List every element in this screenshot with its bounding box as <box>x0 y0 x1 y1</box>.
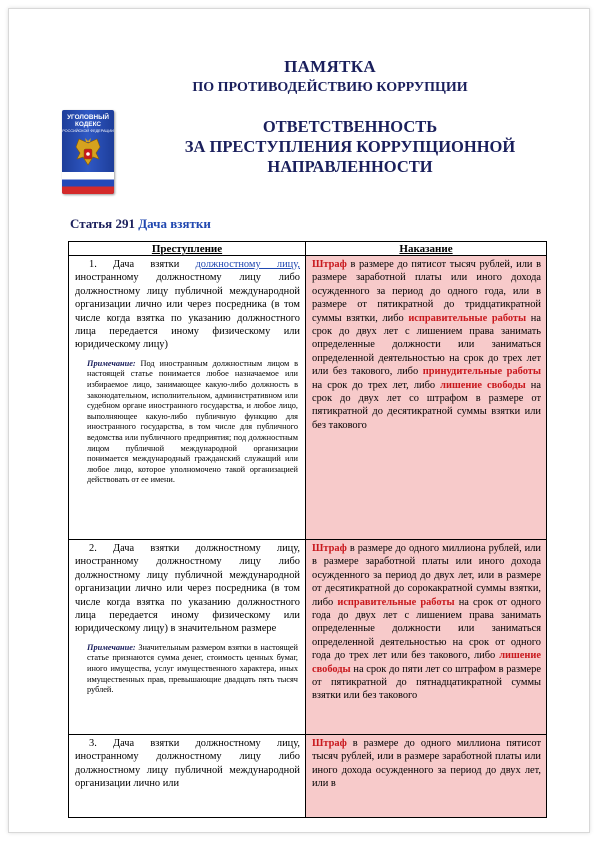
crime-punishment-table <box>68 241 547 818</box>
article-title <box>70 216 211 232</box>
table-row <box>69 256 547 540</box>
criminal-code-book-image: УГОЛОВНЫЙ КОДЕКС РОССИЙСКОЙ ФЕДЕРАЦИИ <box>62 110 114 194</box>
page-title: ПАМЯТКА <box>284 57 376 76</box>
table-row <box>69 540 547 735</box>
note: Примечание: Значительным размером взятки в настоящей статье признаются сумма денег, стоимость ценных бумаг, иного имущества, услуг имущественного характера, иных имущественных прав, превышающие двадцать пять тысяч рублей. <box>87 642 298 695</box>
section-heading: ОТВЕТСТВЕННОСТЬ ЗА ПРЕСТУПЛЕНИЯ КОРРУПЦИОННОЙ НАПРАВЛЕННОСТИ <box>184 117 516 176</box>
punishment-cell: Штраф в размере до одного миллиона рублей, или в размере заработной платы или иного дохода осужденного за период до двух лет, или в размере от десятикратной до сорокакратной суммы взятки, либо исправительные работы на срок от одного года до двух лет с лишением права занимать определенные должности или заниматься определенной деятельностью на срок от одного года до трех лет или без такового, либо лишение свободы на срок до пяти лет со штрафом в размере от пятикратной до пятнадцатикратной суммы взятки или без такового <box>306 540 547 735</box>
article-number: Статья 291 <box>70 216 135 231</box>
coat-of-arms-icon <box>73 137 103 173</box>
note: Примечание: Под иностранным должностным лицом в настоящей статье понимается любое назначаемое или избираемое лицо, занимающее какую-либо должность в законодательном, исполнительном, административном или судебном органе иностранного государства, и любое лицо, выполняющее какую-либо публичную функцию для иностранного государства, в том числе для публичного ведомства или публичного предприятия; под должностным лицом публичной международной организации понимается международный гражданский служащий или любое лицо, которое уполномочено такой организацией действовать от ее имени. <box>87 358 298 485</box>
crime-cell: 1. Дача взятки должностному лицу, иностранному должностному лицу либо должностному лицу публичной международной организации лично или через посредника (в том числе когда взятка по указанию должностного лица передается иному физическому или юридическому лицу) Примечание: Под иностранным должностным лицом в настоящей статье понимается любое назначаемое или избираемое лицо, занимающее какую-либо должность в законодательном, исполнительном, административном или судебном органе иностранного государства, и любое лицо, выполняющее какую-либо публичную функцию для иностранного государства, в том числе для публичного ведомства или публичного предприятия; под должностным лицом публичной международной организации понимается международный гражданский служащий или любое лицо, которое уполномочено такой организацией действовать от ее имени. <box>69 256 306 540</box>
punishment-cell: Штраф в размере до пятисот тысяч рублей, или в размере заработной платы или иного дохода осужденного за период до одного года, или в размере от пятикратной до тридцатикратной суммы взятки, либо исправительные работы на срок до двух лет с лишением права занимать определенные должности или заниматься определенной деятельностью на срок до трех лет или без такового, либо принудительные работы на срок до трех лет, либо лишение свободы на срок до двух лет со штрафом в размере от пятикратной до десятикратной суммы взятки или без такового <box>306 256 547 540</box>
page-subtitle: ПО ПРОТИВОДЕЙСТВИЮ КОРРУПЦИИ <box>192 80 468 95</box>
crime-cell: 3. Дача взятки должностному лицу, иностранному должностному лицу либо должностному лицу публичной международной организации лично или <box>69 735 306 818</box>
punishment-cell: Штраф в размере до одного миллиона пятисот тысяч рублей, или в размере заработной платы или иного дохода осужденного за период до двух лет, или в <box>306 735 547 818</box>
column-header-crime: Преступление <box>69 242 306 256</box>
official-link[interactable]: должностному лицу, <box>195 259 300 270</box>
crime-cell: 2. Дача взятки должностному лицу, иностранному должностному лицу либо должностному лицу публичной международной организации лично или через посредника (в том числе когда взятка по указанию должностного лица передается иному физическому или юридическому лицу) в значительном размере Примечание: Значительным размером взятки в настоящей статье признаются сумма денег, стоимость ценных бумаг, иного имущества, услуг имущественного характера, иных имущественных прав, превышающие двадцать пять тысяч рублей. <box>69 540 306 735</box>
table-header-row <box>69 242 547 256</box>
article-name: Дача взятки <box>138 216 211 231</box>
column-header-punishment: Наказание <box>306 242 547 256</box>
table-row <box>69 735 547 818</box>
